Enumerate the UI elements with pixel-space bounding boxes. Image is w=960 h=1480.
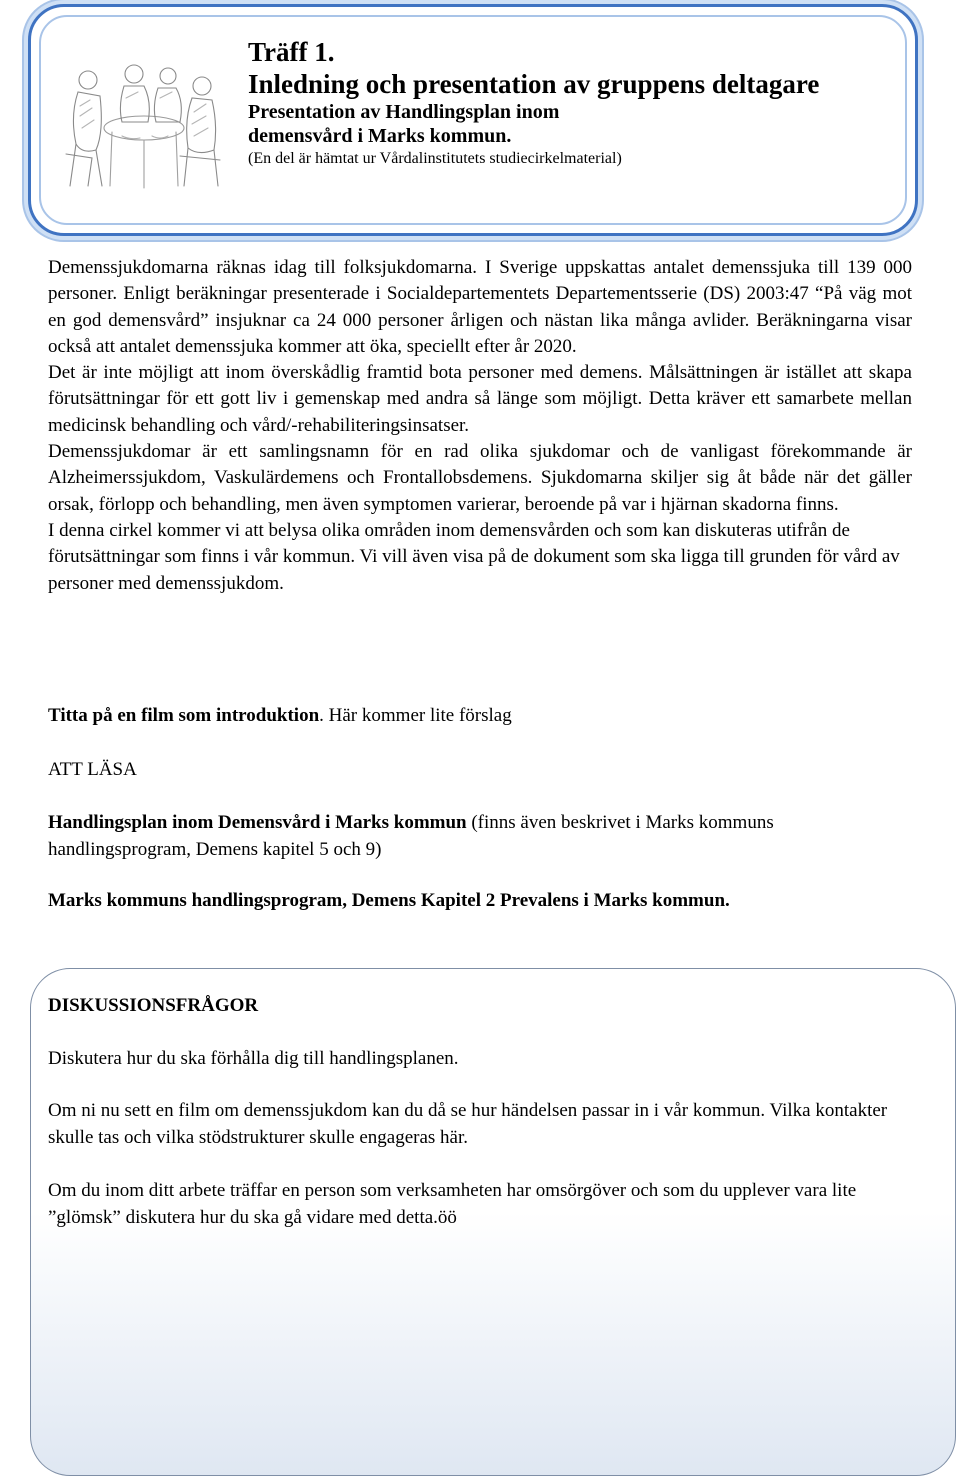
discussion-content [48, 993, 928, 1231]
reading-plan-title: Handlingsplan inom Demensvård i Marks kommun [48, 812, 467, 833]
intro-text [48, 255, 912, 597]
film-suggestion [48, 703, 512, 729]
paragraph-goal: Det är inte möjligt att inom överskådlig framtid bota personer med demens. Målsättningen är istället att skapa förutsättningar för ett gott liv i gemenskap med andra så länge som möjligt. Detta kräver ett samarbete mellan medicinsk behandling och vård/-rehabiliteringsinsatser. [48, 362, 912, 436]
header-text [248, 36, 908, 170]
reading-item-plan [48, 810, 908, 863]
meeting-title: Träff 1. [248, 37, 335, 67]
reading-heading: ATT LÄSA [48, 759, 137, 780]
discussion-heading: DISKUSSIONSFRÅGOR [48, 995, 259, 1016]
discussion-question-3: Om du inom ditt arbete träffar en person som verksamheten har omsörgöver och som du upplever vara lite ”glömsk” diskutera hur du ska gå vidare med detta.öö [48, 1180, 857, 1228]
film-suggestion-rest: . Här kommer lite förslag [319, 705, 512, 726]
meeting-topic: Inledning och presentation av gruppens deltagare [248, 69, 820, 99]
reading-item-program: Marks kommuns handlingsprogram, Demens Kapitel 2 Prevalens i Marks kommun. [48, 890, 730, 911]
discussion-question-2: Om ni nu sett en film om demenssjukdom kan du då se hur händelsen passar in i vår kommun. Vilka kontakter skulle tas och vilka stödstrukturer skulle engageras här. [48, 1100, 888, 1148]
paragraph-disease-types: Demenssjukdomar är ett samlingsnamn för en rad olika sjukdomar och de vanligast förekommande är Alzheimerssjukdom, Vaskulärdemens och Frontallobsdemens. Sjukdomarna skiljer sig åt både när det gäller orsak, förlopp och behandling, men även symptomen varierar, beroende på var i hjärnan skadorna finns. [48, 441, 912, 515]
meeting-subtitle-line2: demensvård i Marks kommun. [248, 125, 512, 147]
film-suggestion-bold: Titta på en film som introduktion [48, 705, 320, 726]
paragraph-circle-purpose: I denna cirkel kommer vi att belysa olika områden inom demensvården och som kan diskuteras utifrån de förutsättningar som finns i vår kommun. Vi vill även visa på de dokument som ska ligga till grunden för vård av personer med demenssjukdom. [48, 519, 900, 594]
reading-plan-note: (finns även beskrivet i Marks kommuns handlingsprogram, Demens kapitel 5 och 9) [48, 812, 774, 860]
group-sketch-illustration [52, 36, 232, 196]
meeting-subtitle-line1: Presentation av Handlingsplan inom [248, 101, 560, 123]
discussion-question-1: Diskutera hur du ska förhålla dig till handlingsplanen. [48, 1047, 459, 1069]
source-note: (En del är hämtat ur Vårdalinstitutets studiecirkelmaterial) [248, 150, 622, 167]
paragraph-prevalence: Demenssjukdomarna räknas idag till folksjukdomarna. I Sverige uppskattas antalet demenssjuka till 139 000 personer. Enligt beräkningar presenterade i Socialdepartementets Departementsserie (DS) 2003:47 “På väg mot en god demensvård” insjuknar ca 24 000 personer årligen och nästan lika många avlider. Beräkningarna visar också att antalet demenssjuka kommer att öka, speciellt efter år 2020. [48, 257, 912, 357]
